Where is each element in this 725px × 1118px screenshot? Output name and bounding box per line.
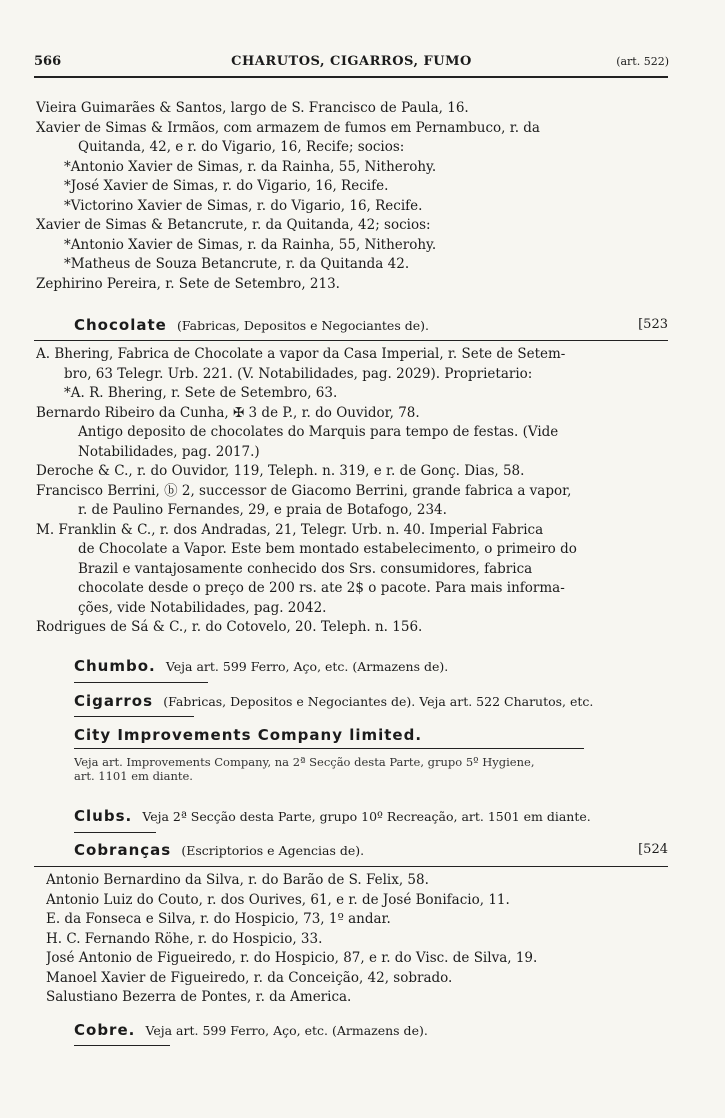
section-heading-cobrancas [74,841,670,861]
entries-cobrancas [46,871,668,1008]
entry-line: Notabilidades, pag. 2017.) [78,443,260,460]
entry-line: ções, vide Notabilidades, pag. 2042. [78,599,327,616]
entry-line: Antonio Bernardino da Silva, r. do Barão de S. Felix, 58. [46,872,429,888]
section-underline [74,682,208,683]
section-title: Clubs. [74,807,133,825]
section-title: Cobre. [74,1021,136,1039]
section-underline [74,1045,170,1046]
section-heading-cigarros [74,692,670,712]
entry-line: Francisco Berrini, ⓑ 2, successor de Giacomo Berrini, grande fabrica a vapor, [36,482,572,499]
section-subtitle: Veja 2ª Secção desta Parte, grupo 10º Recreação, art. 1501 em diante. [142,809,591,824]
section-heading-city-improvements [74,726,670,746]
section-rule [34,340,668,341]
entry-line: Brazil e vantajosamente conhecido dos Srs. consumidores, fabrica [78,560,533,577]
section-subtitle: Veja art. 599 Ferro, Aço, etc. (Armazens de). [165,659,449,674]
entry-line: *Victorino Xavier de Simas, r. do Vigario, 16, Recife. [64,197,423,214]
entry-line: E. da Fonseca e Silva, r. do Hospicio, 73, 1º andar. [46,911,391,927]
section-underline [74,832,156,833]
section-heading-chumbo [74,657,670,677]
entry-line: *A. R. Bhering, r. Sete de Setembro, 63. [64,385,338,401]
entry-line: Antigo deposito de chocolates do Marquis para tempo de festas. (Vide [78,424,559,440]
section-heading-clubs [74,807,670,827]
header-rule [34,76,668,78]
entries-charutos [36,99,668,294]
city-note [74,755,670,783]
section-code: [524 [638,842,668,857]
entry-line: M. Franklin & C., r. dos Andradas, 21, Telegr. Urb. n. 40. Imperial Fabrica [36,521,544,538]
entry-line: H. C. Fernando Röhe, r. do Hospicio, 33. [46,930,323,947]
section-underline [74,748,584,749]
section-heading-cobre [74,1021,670,1041]
section-title: Cobranças [74,841,172,859]
page-number: 566 [34,54,62,69]
section-heading-chocolate [74,316,670,336]
page-header [34,54,669,74]
entry-line: de Chocolate a Vapor. Este bem montado estabelecimento, o primeiro do [78,541,577,557]
section-title: Cigarros [74,692,154,710]
entry-line: Xavier de Simas & Betancrute, r. da Quitanda, 42; socios: [36,217,431,233]
entry-line: Zephirino Pereira, r. Sete de Setembro, 213. [36,275,340,292]
entry-line: Antonio Luiz do Couto, r. dos Ourives, 61, e r. de José Bonifacio, 11. [46,891,510,908]
section-subtitle: (Escriptorios e Agencias de). [181,843,365,858]
entry-line: *Antonio Xavier de Simas, r. da Rainha, 55, Nitherohy. [64,158,437,175]
entry-line: Rodrigues de Sá & C., r. do Cotovelo, 20. Teleph. n. 156. [36,619,423,635]
entry-line: *José Xavier de Simas, r. do Vigario, 16, Recife. [64,178,389,194]
entry-line: Bernardo Ribeiro da Cunha, ✠ 3 de P., r. do Ouvidor, 78. [36,404,420,421]
entry-line: Vieira Guimarães & Santos, largo de S. Francisco de Paula, 16. [36,100,469,116]
section-title: City Improvements Company limited. [74,726,423,744]
section-title: Chocolate [74,316,167,334]
entry-line: Salustiano Bezerra de Pontes, r. da America. [46,989,352,1005]
entry-line: A. Bhering, Fabrica de Chocolate a vapor da Casa Imperial, r. Sete de Setem- [36,346,566,362]
page-title: CHARUTOS, CIGARROS, FUMO [231,54,472,69]
section-title: Chumbo. [74,657,156,675]
entry-line: Xavier de Simas & Irmãos, com armazem de fumos em Pernambuco, r. da [36,119,540,136]
entry-line: bro, 63 Telegr. Urb. 221. (V. Notabilidades, pag. 2029). Proprietario: [64,365,533,382]
entries-chocolate [36,345,668,638]
note-line: art. 1101 em diante. [74,769,193,783]
section-subtitle: (Fabricas, Depositos e Negociantes de). Veja art. 522 Charutos, etc. [163,694,594,709]
entry-line: *Antonio Xavier de Simas, r. da Rainha, 55, Nitherohy. [64,236,437,253]
section-underline [74,716,194,717]
entry-line: *Matheus de Souza Betancrute, r. da Quitanda 42. [64,256,410,272]
article-reference: (art. 522) [616,55,669,68]
entry-line: Quitanda, 42, e r. do Vigario, 16, Recife; socios: [78,139,405,155]
section-subtitle: Veja art. 599 Ferro, Aço, etc. (Armazens de). [145,1023,428,1038]
entry-line: r. de Paulino Fernandes, 29, e praia de Botafogo, 234. [78,502,447,518]
entry-line: José Antonio de Figueiredo, r. do Hospicio, 87, e r. do Visc. de Silva, 19. [46,950,538,966]
entry-line: Deroche & C., r. do Ouvidor, 119, Teleph. n. 319, e r. de Gonç. Dias, 58. [36,463,525,479]
section-subtitle: (Fabricas, Depositos e Negociantes de). [176,318,429,333]
note-line: Veja art. Improvements Company, na 2ª Secção desta Parte, grupo 5º Hygiene, [74,755,535,769]
entry-line: Manoel Xavier de Figueiredo, r. da Conceição, 42, sobrado. [46,969,453,986]
entry-line: chocolate desde o preço de 200 rs. ate 2$ o pacote. Para mais informa- [78,580,565,596]
section-rule [34,866,668,867]
section-code: [523 [638,317,668,332]
